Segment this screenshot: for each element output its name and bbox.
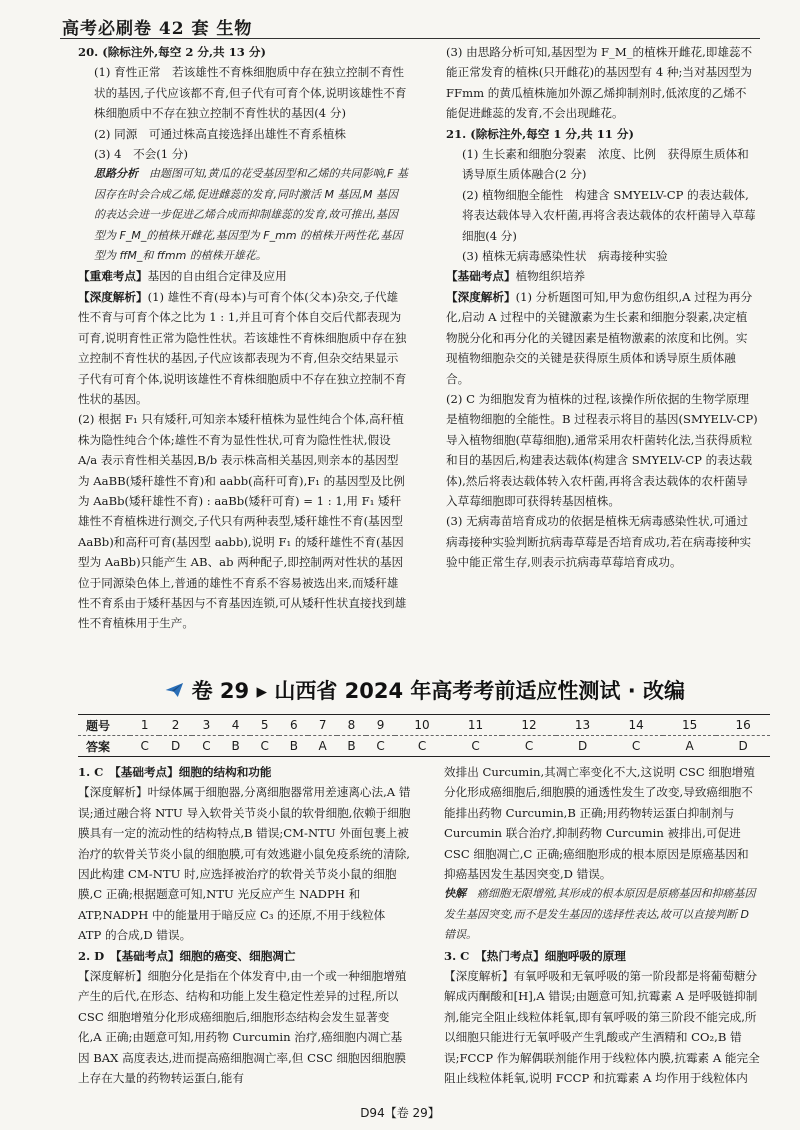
q21-answer-1: (1) 生长素和细胞分裂素 浓度、比例 获得原生质体和诱导原生质体融合(2 分) bbox=[462, 147, 749, 182]
table-cell: D bbox=[556, 736, 610, 757]
q1-head: 1. C 【基础考点】细胞的结构和功能 bbox=[78, 765, 272, 779]
table-cell: C bbox=[130, 736, 159, 757]
table-cell: C bbox=[250, 736, 279, 757]
table-cell: D bbox=[159, 736, 191, 757]
q21-answer-2: (2) 植物细胞全能性 构建含 SMYELV-CP 的表达载体,将表达载体导入农杆菌,再将含表达载体的农杆菌导入草莓细胞(4 分) bbox=[462, 187, 756, 243]
q1-body: 【深度解析】叶绿体属于细胞器,分离细胞器常用差速离心法,A 错误;通过融合将 NTU 导入软骨关节炎小鼠的软骨细胞,依赖于细胞膜具有一定的流动性的结构特点,B 错误;CM-NTU 外面包裹上被治疗的软骨关节炎小鼠的细胞膜,可有效逃避小鼠免疫系统的清除,因此构建 CM-NTU 时,应选择被治疗的软骨关节炎小鼠的细胞膜,C 正确;根据题意可知,NTU 光反应产生 NADPH 和 ATP,NADPH 中的能量用于暗反应 C₃ 的还原,不用于线粒体 ATP 的合成,D 错误。 bbox=[78, 785, 411, 943]
table-cell: 2 bbox=[159, 715, 191, 736]
table-cell: D bbox=[716, 736, 770, 757]
table-cell: C bbox=[449, 736, 503, 757]
key-label: 【基础考点】 bbox=[446, 269, 516, 284]
table-cell: 14 bbox=[609, 715, 663, 736]
q2-body-continued: 效排出 Curcumin,其凋亡率变化不大,这说明 CSC 细胞增殖分化形成癌细胞后,细胞膜的通透性发生了改变,导致癌细胞不能排出药物 Curcumin,B 正确;用药物转运蛋白抑制剂与 Curcumin 联合治疗,抑制药物 Curcumin 被排出,可促进 CSC 细胞凋亡,C 正确;癌细胞形成的根本原因是原癌基因和抑癌基因发生基因突变,D 错误。 bbox=[444, 765, 755, 882]
idea-text: 由题图可知,黄瓜的花受基因型和乙烯的共同影响,F 基因存在时会合成乙烯,促进雌蕊的发育,同时激活 M 基因,M 基因的表达会进一步促进乙烯合成而抑制雄蕊的发育,故可推出,基因型为 F_M_的植株开雌花,基因型为 F_mm 的植株开两性花,基因型为 ffM_和 ffmm 的植株开雄花。 bbox=[94, 167, 408, 263]
q3-head: 3. C 【热门考点】细胞呼吸的原理 bbox=[444, 948, 626, 963]
lower-right-column bbox=[444, 762, 760, 1089]
table-cell: B bbox=[279, 736, 308, 757]
q20-idea bbox=[78, 164, 408, 266]
key-text: 基因的自由组合定律及应用 bbox=[147, 269, 287, 284]
q21-column bbox=[446, 42, 758, 573]
table-cell: 7 bbox=[308, 715, 337, 736]
paper-plane-icon bbox=[165, 677, 184, 703]
q21-key bbox=[446, 266, 758, 286]
deep-label: 【深度解析】 bbox=[78, 289, 148, 304]
q21-deep-3: (3) 无病毒苗培育成功的依据是植株无病毒感染性状,可通过病毒接种实验判断抗病毒草莓是否培育成功,若在病毒接种实验中能正常生存,则表示抗病毒草莓培育成功。 bbox=[446, 514, 752, 570]
answer-key-table bbox=[78, 714, 770, 757]
table-cell: 10 bbox=[395, 715, 449, 736]
key-label: 【重难考点】 bbox=[78, 269, 148, 284]
table-cell: 8 bbox=[337, 715, 366, 736]
table-cell: 13 bbox=[556, 715, 610, 736]
q2-head: 2. D 【基础考点】细胞的癌变、细胞凋亡 bbox=[78, 948, 296, 963]
q3-body: 【深度解析】有氧呼吸和无氧呼吸的第一阶段都是将葡萄糖分解成丙酮酸和[H],A 错误;由题意可知,抗霉素 A 是呼吸链抑制剂,能完全阻止线粒体耗氧,即有氧呼吸的第三阶段不能完成,所以细胞只能进行无氧呼吸产生乳酸或产生酒精和 CO₂,B 错误;FCCP 作为解偶联剂能作用于线粒体内膜,抗霉素 A 能完全阻止线粒体耗氧,说明 FCCP 和抗霉素 A 均作用于线粒体内 bbox=[444, 969, 760, 1086]
table-cell: 9 bbox=[366, 715, 395, 736]
idea-label: 思路分析 bbox=[94, 167, 138, 181]
q20-deep-1 bbox=[78, 287, 408, 409]
deep-text: (1) 雄性不育(母本)与可育个体(父本)杂交,子代雄性不育与可育个体之比为 1 : 1,并且可育个体自交后代都表现为可育,说明育性正常为隐性性状。若该雄性不育株细胞质中存在独立控制不育性状的基因,子代应该都表现为不育,但杂交结果显示子代有可育个体,说明该雄性不育株细胞质中不存在独立控制不育性状的基因。 bbox=[78, 289, 407, 406]
q20-answer-3: (3) 4 不会(1 分) bbox=[94, 147, 188, 162]
table-cell: C bbox=[502, 736, 556, 757]
table-cell: 15 bbox=[663, 715, 717, 736]
q20-key bbox=[78, 266, 408, 286]
table-cell: C bbox=[395, 736, 449, 757]
q20-deep-2: (2) 根据 F₁ 只有矮秆,可知亲本矮秆植株为显性纯合个体,高秆植株为隐性纯合个体;雄性不育为显性性状,可育为隐性性状,假设 A/a 表示育性相关基因,B/b 表示株高相关基因,则亲本的基因型为 AaBB(矮秆雄性不育)和 aabb(高秆可育),F₁ 的基因型及比例为 AaBb(矮秆雄性不育) : aaBb(矮秆可育) = 1 : 1,用 F₁ 矮秆雄性不育植株进行测交,子代只有两种表型,矮秆雄性不育(基因型 AaBb)和高秆可育(基因型 aabb),说明 F₁ 的矮秆雄性不育(基因型为 AaBb)只能产生 AB、ab 两种配子,即控制两对性状的基因位于同源染色体上,普通的雄性不育系不容易被选出来,而矮秆雄性不育系由于矮秆基因与不育基因连锁,可从矮秆性状直接找到雄性不育植株用于生产。 bbox=[78, 412, 407, 631]
quick-label: 快解 bbox=[444, 887, 466, 901]
quick-solution-note bbox=[444, 884, 760, 945]
q21-title: 21. (除标注外,每空 1 分,共 11 分) bbox=[446, 126, 634, 141]
table-cell: B bbox=[221, 736, 250, 757]
deep-text: (1) 分析题图可知,甲为愈伤组织,A 过程为再分化,启动 A 过程中的关键激素为生长素和细胞分裂素,决定植物脱分化和再分化的关键因素是植物激素的浓度和比例。实现植物细胞杂交的关键是获得原生质体和诱导原生质体融合。 bbox=[446, 289, 753, 386]
q21-answer-3: (3) 植株无病毒感染性状 病毒接种实验 bbox=[462, 249, 668, 264]
quick-text: 癌细胞无限增殖,其形成的根本原因是原癌基因和抑癌基因发生基因突变,而不是发生基因的选择性表达,故可以直接判断 D 错误。 bbox=[444, 887, 756, 942]
table-cell: 12 bbox=[502, 715, 556, 736]
deep-label: 【深度解析】 bbox=[446, 289, 516, 304]
section-title: 卷 29 ▸ 山西省 2024 年高考考前适应性测试 · 改编 bbox=[191, 679, 685, 703]
table-cell: C bbox=[192, 736, 221, 757]
table-cell: 3 bbox=[192, 715, 221, 736]
table-cell: 16 bbox=[716, 715, 770, 736]
header-rule bbox=[60, 38, 760, 39]
q21-deep-2: (2) C 为细胞发育为植株的过程,该操作所依据的生物学原理是植物细胞的全能性。B 过程表示将目的基因(SMYELV-CP)导入植物细胞(草莓细胞),通常采用农杆菌转化法,当获得质粒和目的基因后,构建表达载体(构建含 SMYELV-CP 的表达载体),然后将表达载体转入农杆菌,再将含表达载体的农杆菌导入草莓细胞即可获得转基因植株。 bbox=[446, 391, 758, 508]
key-text: 植物组织培养 bbox=[515, 269, 586, 284]
running-header: 高考必刷卷 42 套 生物 bbox=[62, 19, 253, 39]
q21-deep-1 bbox=[446, 287, 758, 389]
table-cell: C bbox=[609, 736, 663, 757]
page-footer: D94【卷 29】 bbox=[360, 1106, 440, 1120]
row-label-number: 题号 bbox=[78, 715, 130, 736]
q20-deep-3: (3) 由思路分析可知,基因型为 F_M_的植株开雌花,即雄蕊不能正常发育的植株(只开雌花)的基因型有 4 种;当对基因型为 FFmm 的黄瓜植株施加外源乙烯抑制剂时,低浓度的乙烯不能促进雌蕊的发育,不会出现雌花。 bbox=[446, 45, 753, 121]
table-row bbox=[78, 715, 770, 736]
table-cell: 1 bbox=[130, 715, 159, 736]
q20-answer-1: (1) 育性正常 若该雄性不育株细胞质中存在独立控制不育性状的基因,子代应该都不育,但子代有可育个体,说明该雄性不育株细胞质中不存在独立控制不育性状的基因(4 分) bbox=[94, 65, 407, 121]
table-cell: A bbox=[663, 736, 717, 757]
table-cell: C bbox=[366, 736, 395, 757]
table-cell: B bbox=[337, 736, 366, 757]
section-banner bbox=[165, 672, 685, 708]
table-cell: 6 bbox=[279, 715, 308, 736]
table-cell: 4 bbox=[221, 715, 250, 736]
q20-answer-2: (2) 同源 可通过株高直接选择出雄性不育系植株 bbox=[94, 126, 346, 141]
table-cell: 5 bbox=[250, 715, 279, 736]
q20-title: 20. (除标注外,每空 2 分,共 13 分) bbox=[78, 45, 266, 59]
row-label-answer: 答案 bbox=[78, 736, 130, 757]
q2-body: 【深度解析】细胞分化是指在个体发育中,由一个或一种细胞增殖产生的后代,在形态、结构和功能上发生稳定性差异的过程,所以 CSC 细胞增殖分化形成癌细胞后,细胞形态结构会发生显著变化,A 正确;由题意可知,用药物 Curcumin 治疗,癌细胞内凋亡基因 BAX 高度表达,进而提高癌细胞凋亡率,但 CSC 细胞因细胞膜上存在大量的药物转运蛋白,能有 bbox=[78, 969, 407, 1086]
table-cell: A bbox=[308, 736, 337, 757]
lower-left-column bbox=[78, 762, 412, 1089]
table-row bbox=[78, 736, 770, 757]
table-cell: 11 bbox=[449, 715, 503, 736]
q20-column bbox=[78, 42, 408, 634]
